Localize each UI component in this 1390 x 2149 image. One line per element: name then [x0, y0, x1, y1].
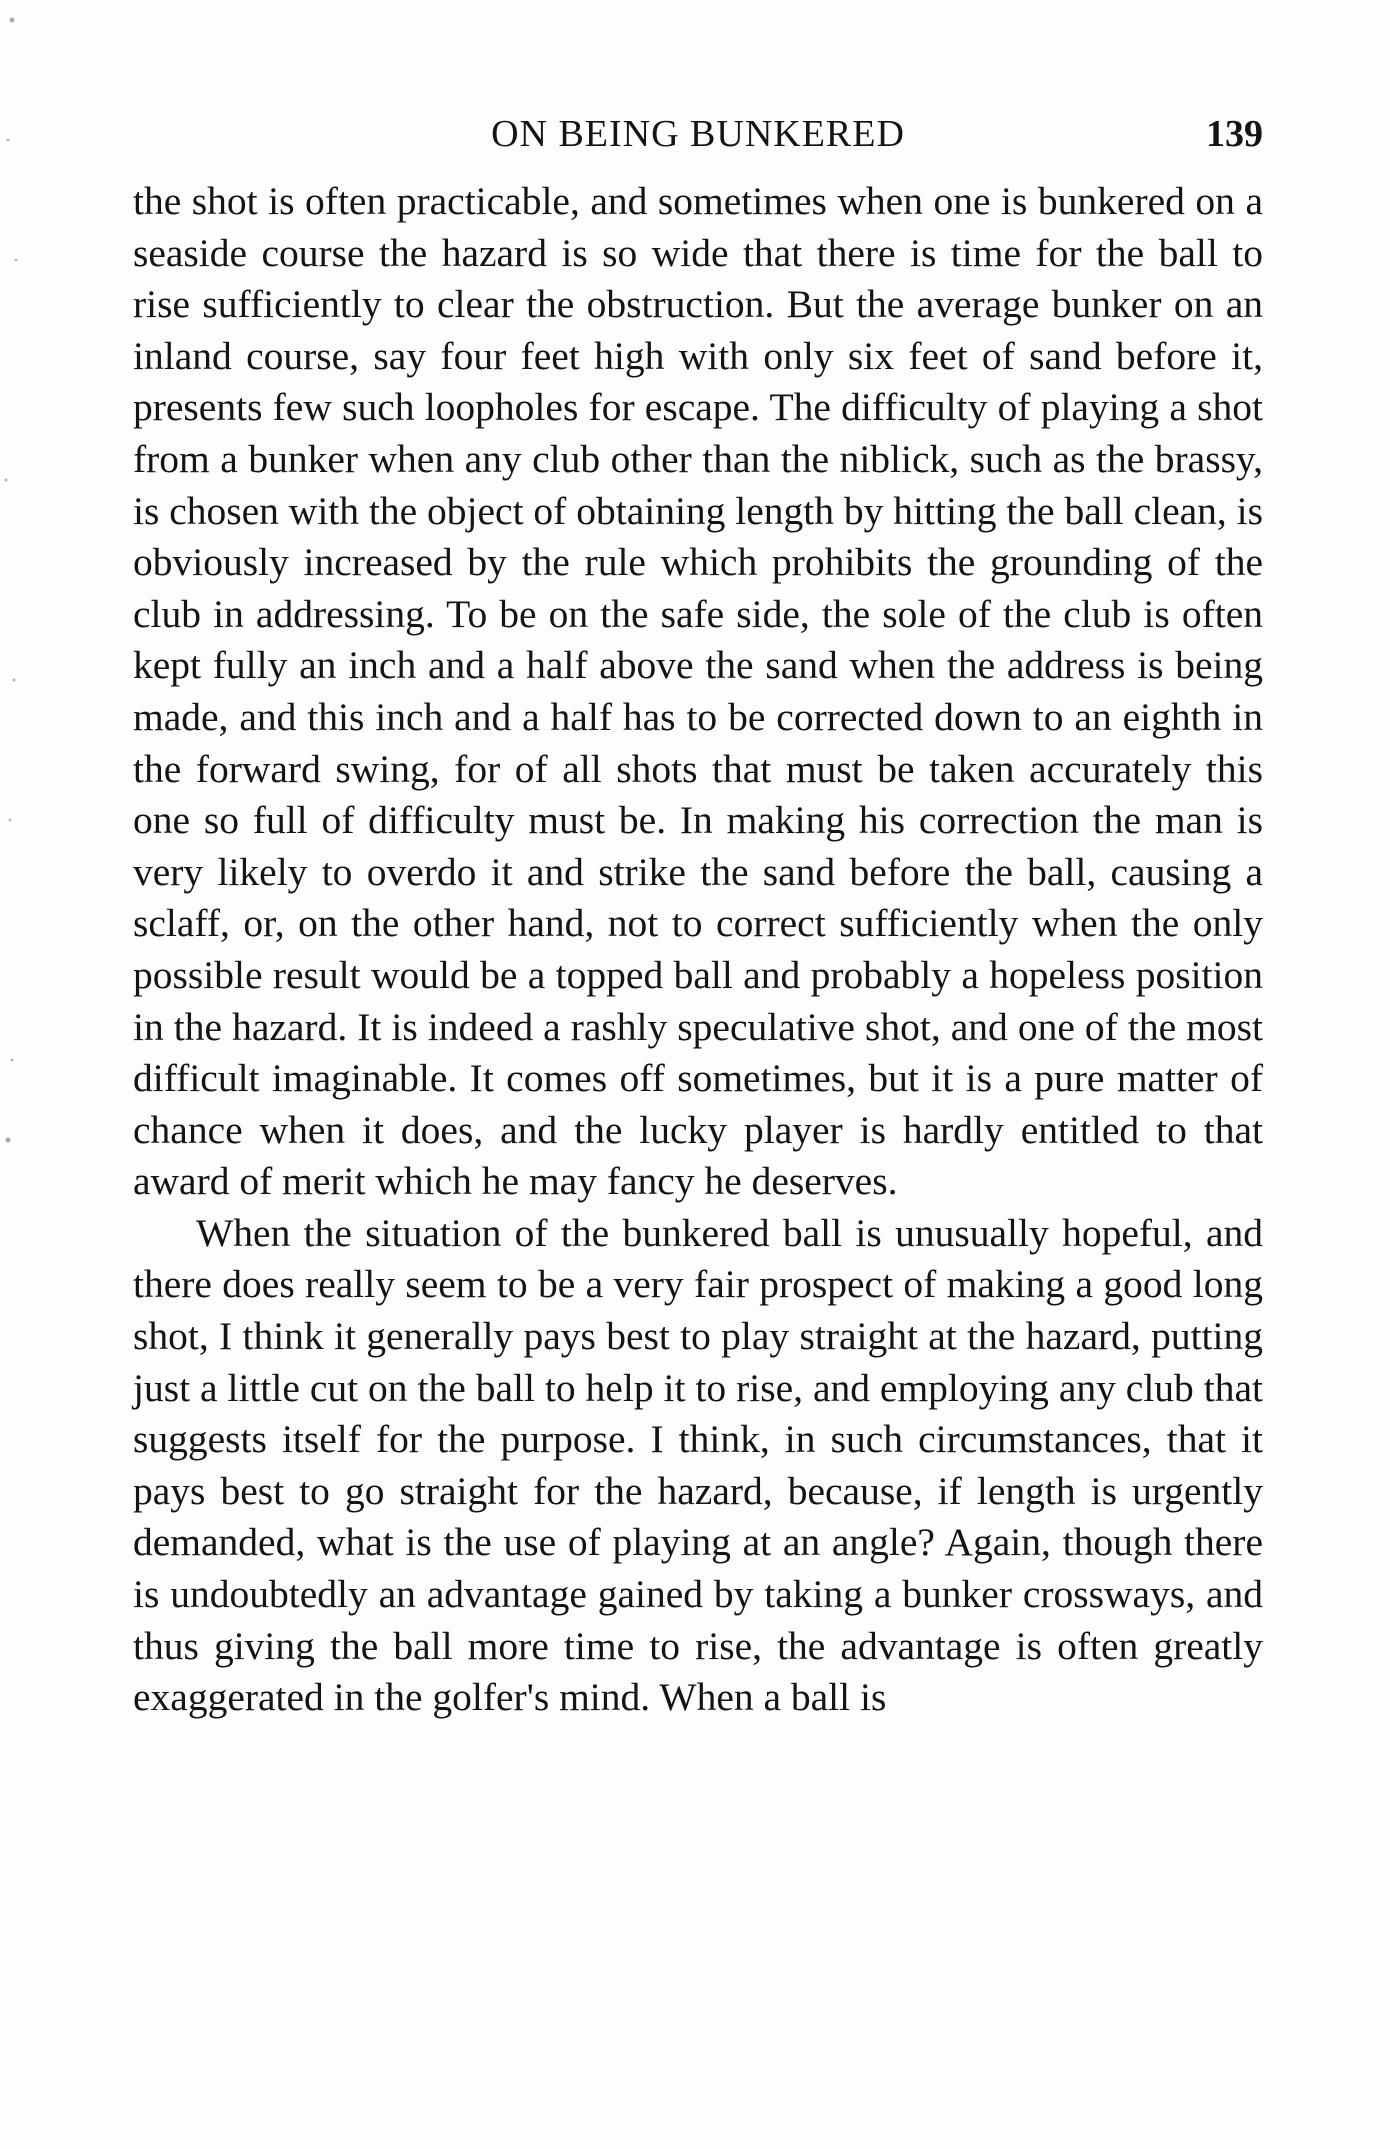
- running-title: ON BEING BUNKERED: [491, 113, 905, 155]
- running-head: [133, 107, 1263, 161]
- paragraph-2: When the situation of the bunkered ball is unusually hopeful, and there does really seem to be a very fair prospect of making a good long shot, I think it generally pays best to play straight at the hazard, putting just a little cut on the ball to help it to rise, and employing any club that suggests itself for the purpose. I think, in such circumstances, that it pays best to go straight for the hazard, because, if length is urgently demanded, what is the use of playing at an angle? Again, though there is undoubtedly an advantage gained by taking a bunker crossways, and thus giving the ball more time to rise, the advantage is often greatly exaggerated in the golfer's mind. When a ball is: [133, 1210, 1263, 1720]
- paragraph-1: the shot is often practicable, and sometimes when one is bunkered on a seaside course the hazard is so wide that there is time for the ball to rise sufficiently to clear the obstruction. But the average bunker on an inland course, say four feet high with only six feet of sand before it, presents few such loopholes for escape. The difficulty of playing a shot from a bunker when any club other than the niblick, such as the brassy, is chosen with the object of obtaining length by hitting the ball clean, is obviously increased by the rule which prohibits the grounding of the club in addressing. To be on the safe side, the sole of the club is often kept fully an inch and a half above the sand when the address is being made, and this inch and a half has to be corrected down to an eighth in the forward swing, for of all shots that must be taken accurately this one so full of difficulty must be. In making his correction the man is very likely to overdo it and strike the sand before the ball, causing a sclaff, or, on the other hand, not to correct sufficiently when the only possible result would be a topped ball and probably a hopeless position in the hazard. It is indeed a rashly speculative shot, and one of the most difficult imaginable. It comes off sometimes, but it is a pure matter of chance when it does, and the lucky player is hardly entitled to that award of merit which he may fancy he deserves.: [133, 179, 1263, 1204]
- scan-margin-speckle: [0, 0, 26, 1300]
- body-text: [133, 176, 1263, 1724]
- page-number: 139: [1206, 113, 1263, 155]
